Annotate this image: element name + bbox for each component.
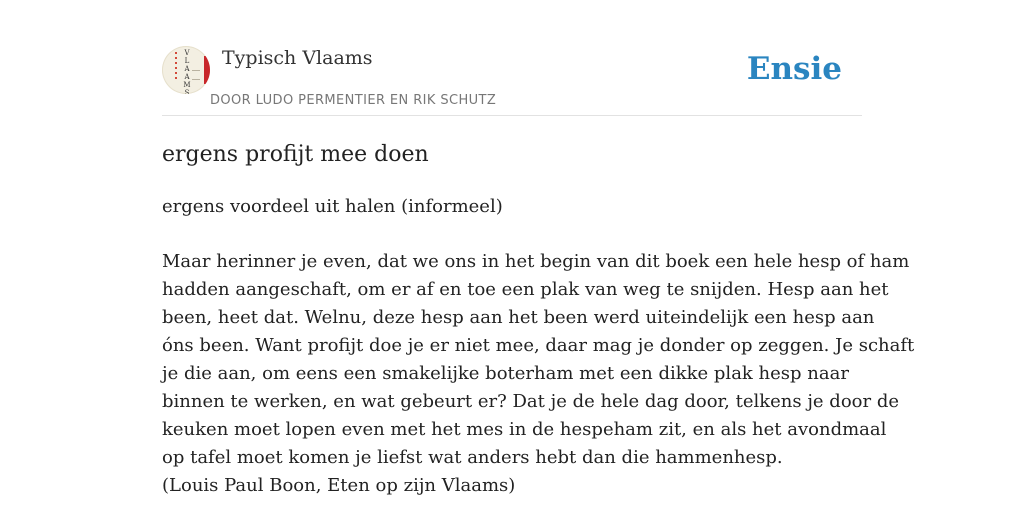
quote-source: (Louis Paul Boon, Eten op zijn Vlaams) — [162, 475, 516, 496]
entry-title: ergens profijt mee doen — [162, 142, 429, 167]
quote-line: op tafel moet komen je liefst wat anders hebt dan die hammenhesp. — [162, 447, 783, 468]
cover-red-stripe — [204, 56, 210, 84]
cover-decoration — [192, 70, 200, 80]
book-cover-image[interactable] — [162, 46, 210, 94]
entry-definition: ergens voordeel uit halen (informeel) — [162, 196, 503, 217]
quote-line: binnen te werken, en wat gebeurt er? Dat je de hele dag door, telkens je door de — [162, 391, 900, 412]
entry-card — [162, 0, 915, 496]
quote-line: Maar herinner je even, dat we ons in het begin van dit boek een hele hesp of ham — [162, 251, 910, 272]
quote-line: óns been. Want profijt doe je er niet mee, daar mag je donder op zeggen. Je schaft — [162, 335, 915, 356]
ensie-logo[interactable]: Ensie — [746, 51, 842, 87]
book-title-link[interactable]: Typisch Vlaams — [222, 47, 373, 69]
quote-line: hadden aangeschaft, om er af en toe een plak van weg te snijden. Hesp aan het — [162, 279, 889, 300]
cover-decoration — [175, 52, 177, 82]
quote-line: been, heet dat. Welnu, deze hesp aan het been werd uiteindelijk een hesp aan — [162, 307, 875, 328]
cover-title-letters: V L A A M S — [183, 49, 191, 94]
quote-line: keuken moet lopen even met het mes in de hespeham zit, en als het avondmaal — [162, 419, 887, 440]
entry-quote — [162, 248, 915, 500]
entry-header — [162, 0, 862, 116]
author-byline: DOOR LUDO PERMENTIER EN RIK SCHUTZ — [210, 93, 497, 108]
quote-line: je die aan, om eens een smakelijke boterham met een dikke plak hesp naar — [162, 363, 849, 384]
